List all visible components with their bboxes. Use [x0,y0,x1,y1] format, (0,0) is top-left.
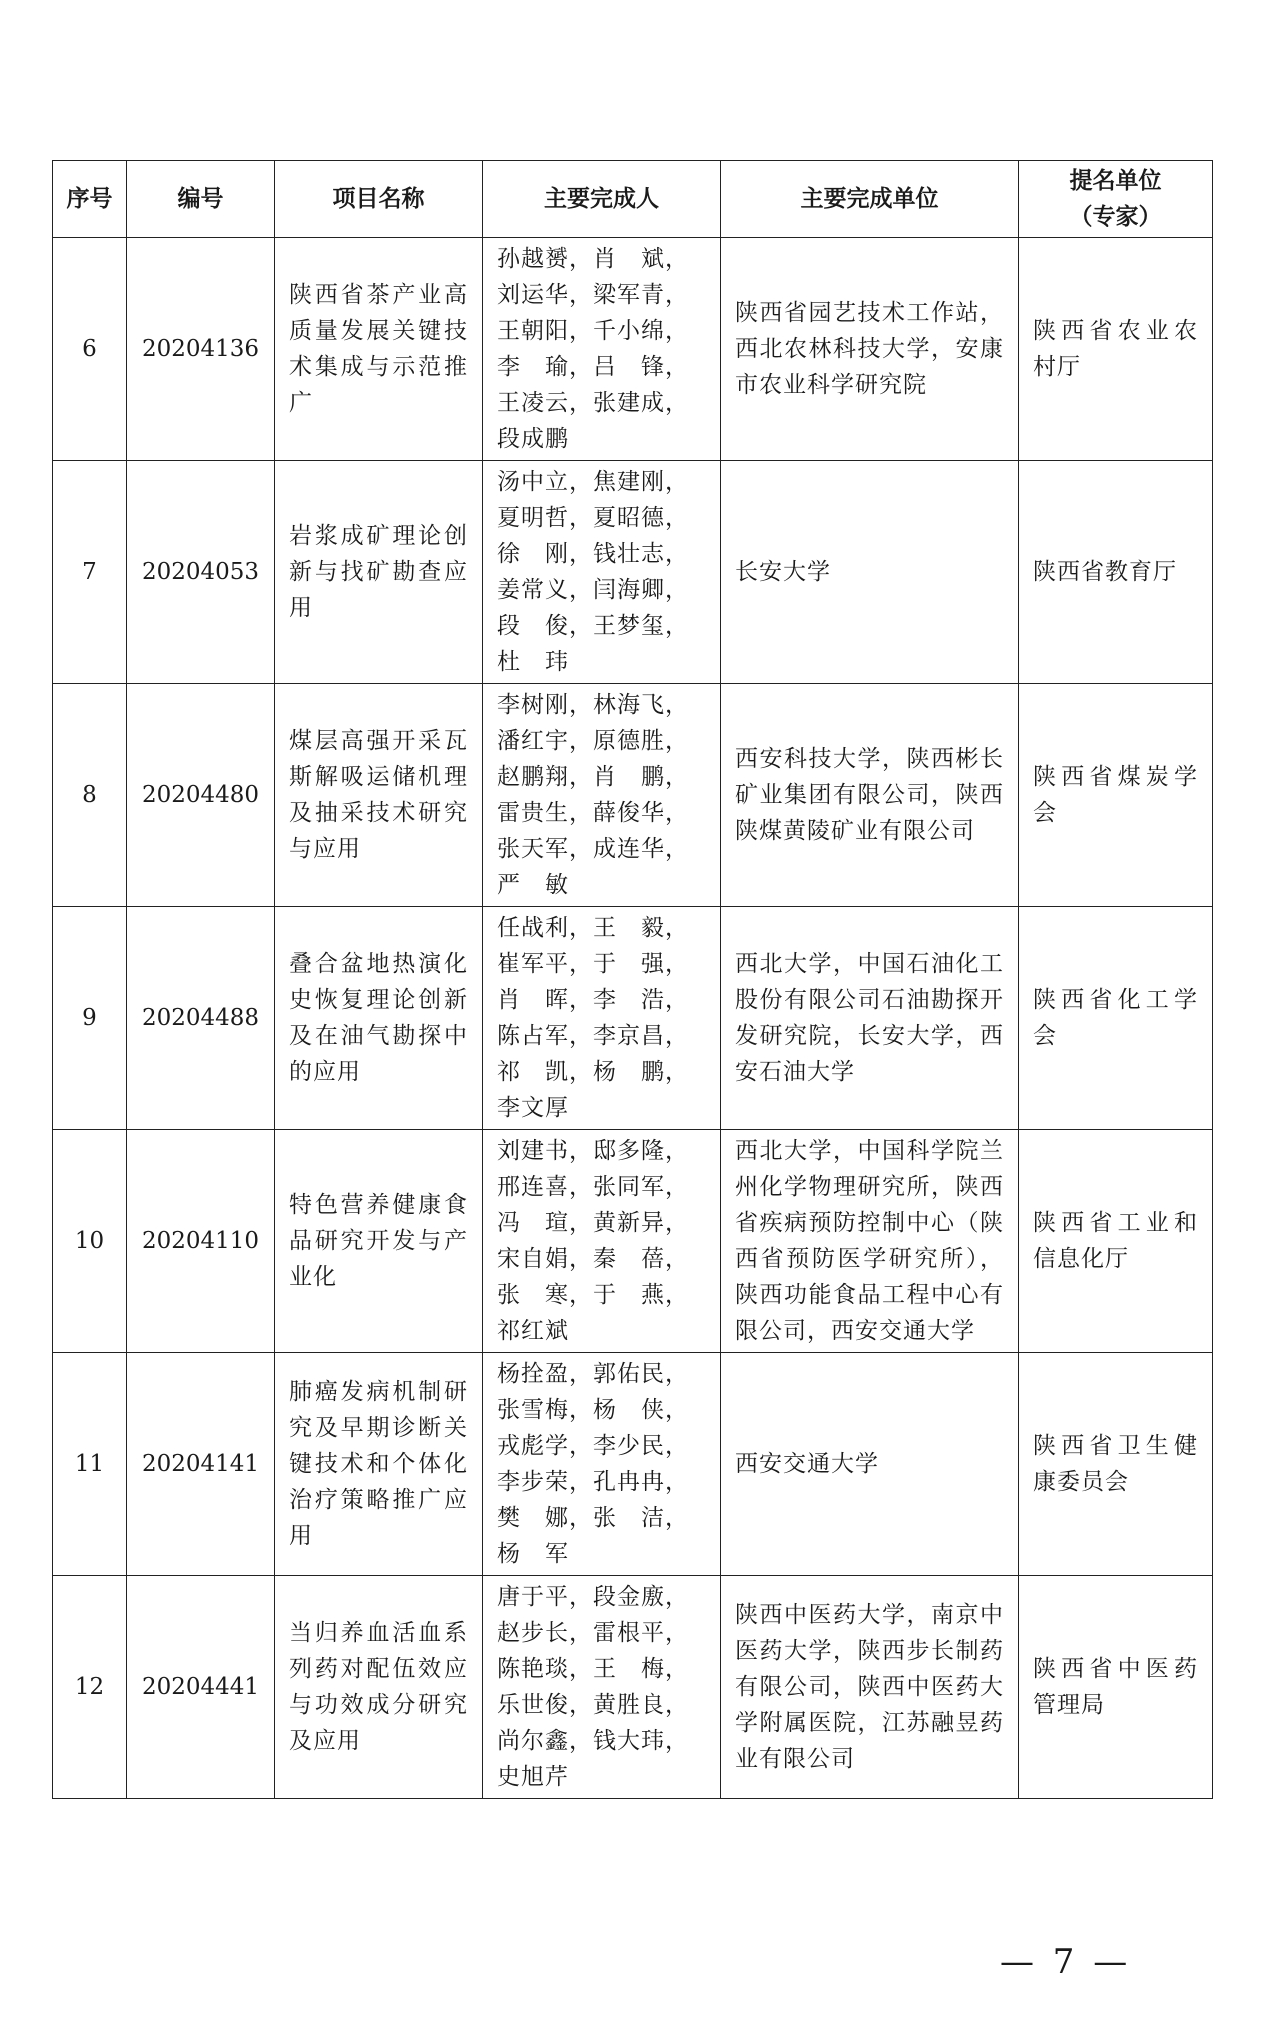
project-name [275,1353,483,1576]
contributor-line: 戎彪学，李少民， [497,1433,689,1459]
main-units-text: 长安大学 [735,559,831,585]
main-units [721,1353,1019,1576]
contributor-line: 王朝阳，千小绵， [497,318,689,344]
contributor-line: 乐世俊，黄胜良， [497,1692,689,1718]
header-code: 编号 [127,161,275,238]
table-row [53,684,1213,907]
header-people: 主要完成人 [483,161,721,238]
contributor-line: 徐 刚，钱壮志， [497,541,689,567]
contributor-line: 严 敏 [497,872,569,898]
table-row [53,907,1213,1130]
contributor-line: 雷贵生，薛俊华， [497,800,689,826]
main-units-text: 西北大学，中国石油化工股份有限公司石油勘探开发研究院，长安大学，西安石油大学 [735,951,1004,1085]
row-number: 8 [53,684,127,907]
project-code: 20204136 [127,238,275,461]
nominating-unit [1019,684,1213,907]
project-code: 20204110 [127,1130,275,1353]
contributor-line: 崔军平，于 强， [497,951,689,977]
contributor-line: 任战利，王 毅， [497,915,689,941]
contributor-line: 段成鹏 [497,426,569,452]
contributor-line: 王凌云，张建成， [497,390,689,416]
row-number: 7 [53,461,127,684]
contributor-line: 唐于平，段金廒， [497,1584,689,1610]
project-name-text: 煤层高强开采瓦斯解吸运储机理及抽采技术研究与应用 [289,728,468,862]
project-code: 20204480 [127,684,275,907]
header-units: 主要完成单位 [721,161,1019,238]
main-units [721,1576,1019,1799]
contributor-line: 邢连喜，张同军， [497,1174,689,1200]
contributor-line: 陈艳琰，王 梅， [497,1656,689,1682]
contributor-line: 姜常义，闫海卿， [497,577,689,603]
contributor-line: 樊 娜，张 洁， [497,1505,689,1531]
contributor-line: 宋自娟，秦 蓓， [497,1246,689,1272]
table-row [53,1130,1213,1353]
contributor-line: 肖 晖，李 浩， [497,987,689,1013]
main-units-text: 西安科技大学，陕西彬长矿业集团有限公司，陕西陕煤黄陵矿业有限公司 [735,746,1004,844]
header-nominator: 提名单位（专家） [1019,161,1213,238]
project-code: 20204441 [127,1576,275,1799]
contributor-line: 尚尔鑫，钱大玮， [497,1728,689,1754]
project-name-text: 特色营养健康食品研究开发与产业化 [289,1192,468,1290]
nominating-unit-text: 陕西省教育厅 [1033,559,1177,585]
nominating-unit-text: 陕西省化工学会 [1033,987,1198,1049]
contributor-line: 孙越赟，肖 斌， [497,246,689,272]
project-code: 20204488 [127,907,275,1130]
table-row [53,238,1213,461]
nominating-unit [1019,1130,1213,1353]
main-contributors [483,1353,721,1576]
nominating-unit [1019,238,1213,461]
contributor-line: 张天军，成连华， [497,836,689,862]
contributor-line: 张 寒，于 燕， [497,1282,689,1308]
row-number: 12 [53,1576,127,1799]
contributor-line: 李文厚 [497,1095,569,1121]
page-number: — 7 — [1000,1942,1132,1982]
contributor-line: 祁 凯，杨 鹏， [497,1059,689,1085]
contributors-list [483,1133,720,1349]
project-name-text: 当归养血活血系列药对配伍效应与功效成分研究及应用 [289,1620,468,1754]
table-header-row [53,161,1213,238]
main-contributors [483,461,721,684]
contributor-line: 李步荣，孔冉冉， [497,1469,689,1495]
contributors-list [483,241,720,457]
main-contributors [483,1130,721,1353]
contributor-line: 潘红宇，原德胜， [497,728,689,754]
contributors-list [483,1579,720,1795]
main-contributors [483,1576,721,1799]
table-row [53,1353,1213,1576]
main-units-text: 西北大学，中国科学院兰州化学物理研究所，陕西省疾病预防控制中心（陕西省预防医学研究所），陕西功能食品工程中心有限公司，西安交通大学 [735,1138,1004,1344]
project-name-text: 陕西省茶产业高质量发展关键技术集成与示范推广 [289,282,468,416]
project-code: 20204053 [127,461,275,684]
main-units-text: 陕西省园艺技术工作站，西北农林科技大学，安康市农业科学研究院 [735,300,1004,398]
awards-table [52,160,1213,1799]
project-name-text: 叠合盆地热演化史恢复理论创新及在油气勘探中的应用 [289,951,468,1085]
main-units [721,907,1019,1130]
contributor-line: 冯 瑄，黄新异， [497,1210,689,1236]
table-row [53,461,1213,684]
row-number: 10 [53,1130,127,1353]
contributor-line: 刘建书，邸多隆， [497,1138,689,1164]
nominating-unit-text: 陕西省农业农村厅 [1033,318,1198,380]
table-row [53,1576,1213,1799]
row-number: 9 [53,907,127,1130]
main-contributors [483,907,721,1130]
project-code: 20204141 [127,1353,275,1576]
nominating-unit [1019,1353,1213,1576]
main-contributors [483,238,721,461]
nominating-unit [1019,461,1213,684]
contributor-line: 赵步长，雷根平， [497,1620,689,1646]
header-name: 项目名称 [275,161,483,238]
contributor-line: 段 俊，王梦玺， [497,613,689,639]
contributor-line: 陈占军，李京昌， [497,1023,689,1049]
contributor-line: 张雪梅，杨 侠， [497,1397,689,1423]
contributors-list [483,464,720,680]
contributor-line: 杨 军 [497,1541,569,1567]
contributor-line: 杨拴盈，郭佑民， [497,1361,689,1387]
project-name [275,907,483,1130]
row-number: 6 [53,238,127,461]
nominating-unit-text: 陕西省工业和信息化厅 [1033,1210,1198,1272]
main-units-text: 陕西中医药大学，南京中医药大学，陕西步长制药有限公司，陕西中医药大学附属医院，江苏融昱药业有限公司 [735,1602,1004,1772]
contributor-line: 夏明哲，夏昭德， [497,505,689,531]
project-name [275,238,483,461]
main-units [721,461,1019,684]
contributor-line: 史旭芹 [497,1764,569,1790]
main-units [721,684,1019,907]
nominating-unit-text: 陕西省卫生健康委员会 [1033,1433,1198,1495]
main-units [721,1130,1019,1353]
row-number: 11 [53,1353,127,1576]
project-name [275,1576,483,1799]
contributor-line: 刘运华，梁军青， [497,282,689,308]
main-contributors [483,684,721,907]
main-units-text: 西安交通大学 [735,1451,879,1477]
contributor-line: 杜 玮 [497,649,569,675]
project-name [275,1130,483,1353]
contributors-list [483,910,720,1126]
nominating-unit-text: 陕西省煤炭学会 [1033,764,1198,826]
contributor-line: 李树刚，林海飞， [497,692,689,718]
nominating-unit-text: 陕西省中医药管理局 [1033,1656,1198,1718]
project-name [275,684,483,907]
main-units [721,238,1019,461]
project-name-text: 岩浆成矿理论创新与找矿勘查应用 [289,523,468,621]
project-name [275,461,483,684]
nominating-unit [1019,1576,1213,1799]
contributor-line: 汤中立，焦建刚， [497,469,689,495]
contributors-list [483,687,720,903]
contributor-line: 赵鹏翔，肖 鹏， [497,764,689,790]
nominating-unit [1019,907,1213,1130]
project-name-text: 肺癌发病机制研究及早期诊断关键技术和个体化治疗策略推广应用 [289,1379,468,1549]
header-no: 序号 [53,161,127,238]
contributors-list [483,1356,720,1572]
contributor-line: 祁红斌 [497,1318,569,1344]
contributor-line: 李 瑜，吕 锋， [497,354,689,380]
